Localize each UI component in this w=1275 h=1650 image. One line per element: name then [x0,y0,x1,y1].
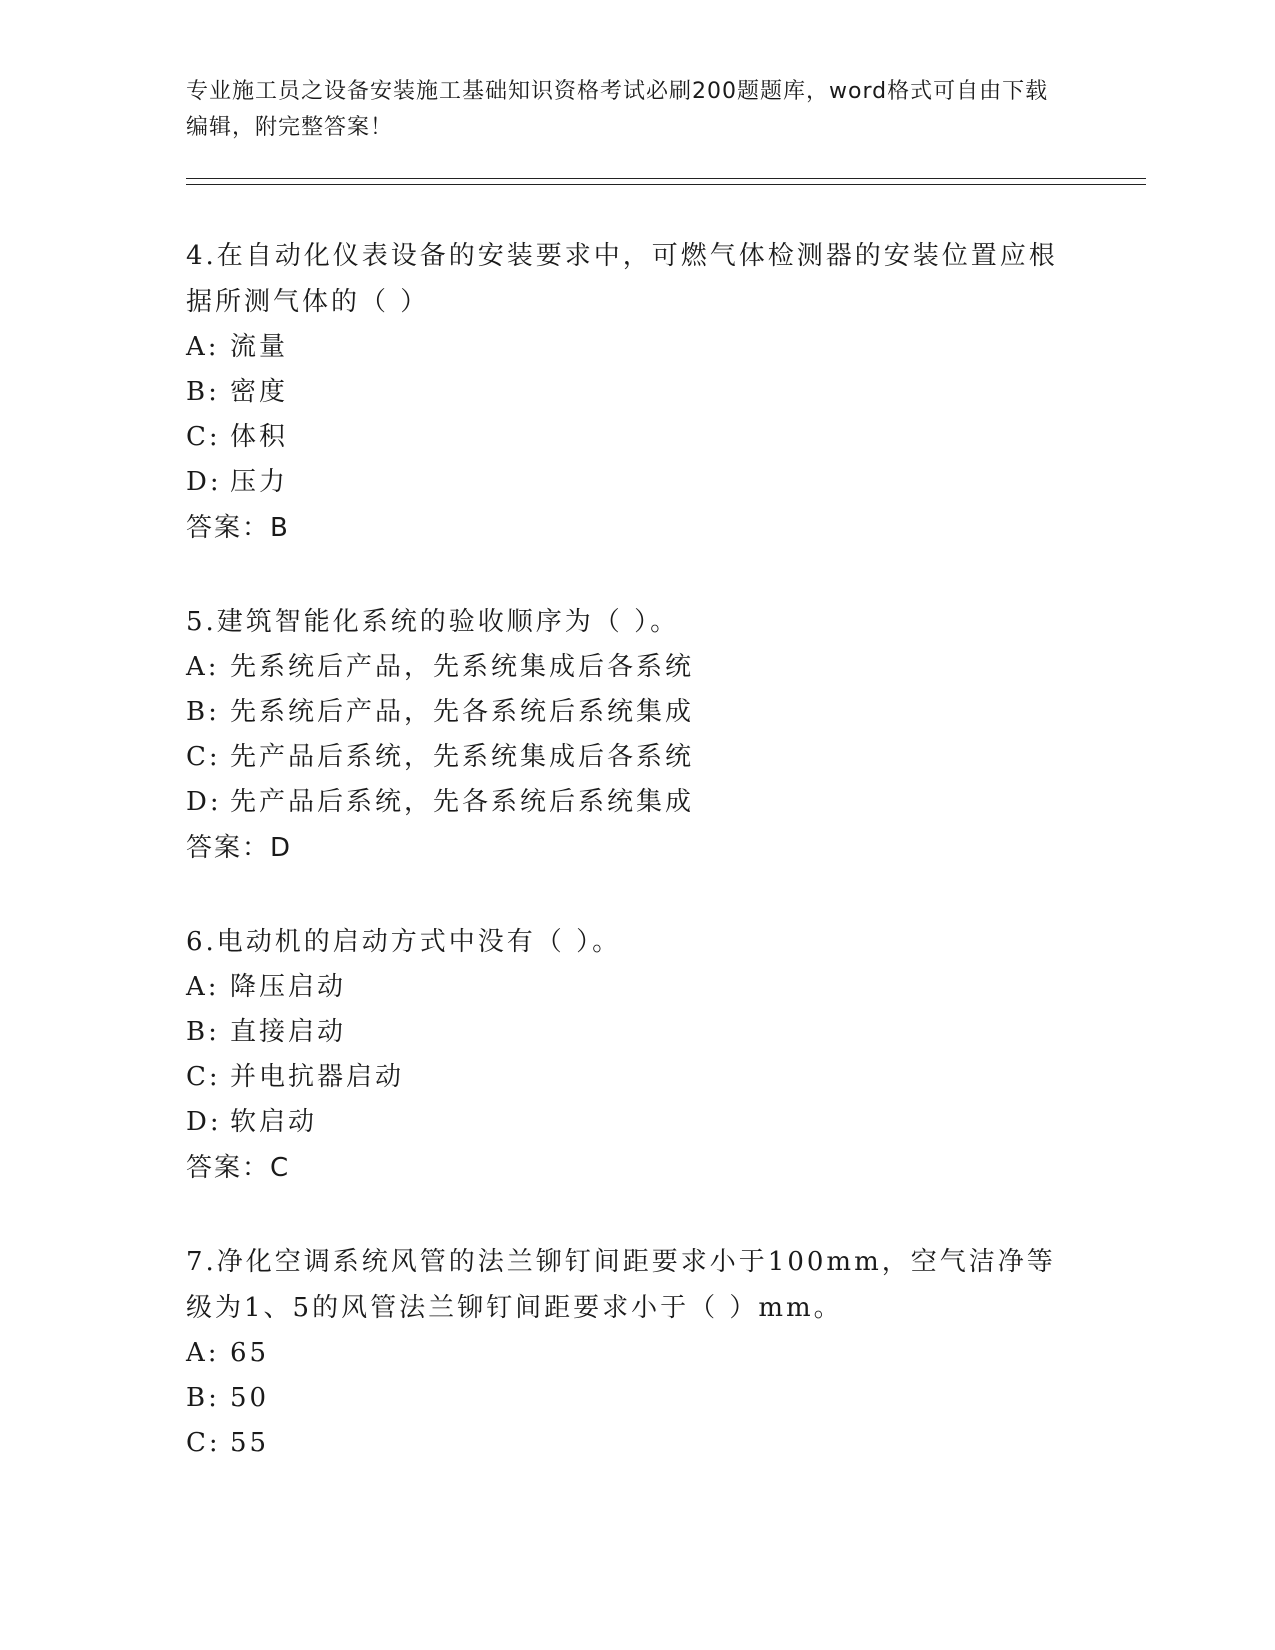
answer-line: 答案：B [186,513,290,543]
option-text: 并电抗器启动 [230,1062,405,1092]
option-text: 密度 [230,377,289,407]
option-key: C: [186,1062,221,1092]
option-text: 55 [230,1428,270,1458]
option-text: 50 [230,1383,270,1413]
document-page [186,74,1146,1466]
option-key: C: [186,742,221,772]
option-a [186,1331,1146,1376]
option-b [186,690,1146,735]
option-text: 先系统后产品，先各系统后系统集成 [230,697,695,727]
question-5 [186,599,1146,871]
option-c [186,1055,1146,1100]
document-header: 专业施工员之设备安装施工基础知识资格考试必刷200题题库，word格式可自由下载编辑，附完整答案！ [186,79,1049,140]
option-c [186,415,1146,460]
question-stem: 4.在自动化仪表设备的安装要求中，可燃气体检测器的安装位置应根据所测气体的（ ） [186,241,1058,317]
option-d [186,460,1146,505]
option-c [186,1421,1146,1466]
option-text: 直接启动 [230,1017,347,1047]
header-double-rule [186,178,1146,185]
option-text: 压力 [230,467,289,497]
question-stem: 6.电动机的启动方式中没有（ ）。 [186,927,622,957]
option-a [186,965,1146,1010]
option-text: 65 [230,1338,270,1368]
option-key: A: [186,1338,220,1368]
option-text: 流量 [230,332,289,362]
option-key: A: [186,972,220,1002]
option-b [186,1010,1146,1055]
option-text: 软启动 [230,1107,318,1137]
question-4 [186,233,1146,551]
question-stem: 7.净化空调系统风管的法兰铆钉间距要求小于100mm，空气洁净等级为1、5的风管法兰铆钉间距要求小于（ ）mm。 [186,1247,1056,1323]
question-6 [186,919,1146,1191]
option-key: D: [186,467,222,497]
option-key: B: [186,1017,220,1047]
option-text: 体积 [230,422,289,452]
option-text: 先产品后系统，先各系统后系统集成 [230,787,695,817]
option-b [186,1376,1146,1421]
option-d [186,780,1146,825]
option-key: A: [186,332,220,362]
question-stem: 5.建筑智能化系统的验收顺序为（ ）。 [186,607,680,637]
option-d [186,1100,1146,1145]
option-text: 先系统后产品，先系统集成后各系统 [230,652,695,682]
option-a [186,325,1146,370]
option-text: 降压启动 [230,972,347,1002]
option-key: B: [186,697,220,727]
option-a [186,645,1146,690]
option-b [186,370,1146,415]
option-key: B: [186,377,220,407]
answer-line: 答案：D [186,833,293,863]
option-key: D: [186,787,222,817]
option-key: D: [186,1107,222,1137]
answer-line: 答案：C [186,1153,291,1183]
option-key: B: [186,1383,220,1413]
question-7 [186,1239,1146,1466]
option-c [186,735,1146,780]
option-text: 先产品后系统，先系统集成后各系统 [230,742,695,772]
option-key: C: [186,1428,221,1458]
option-key: A: [186,652,220,682]
option-key: C: [186,422,221,452]
